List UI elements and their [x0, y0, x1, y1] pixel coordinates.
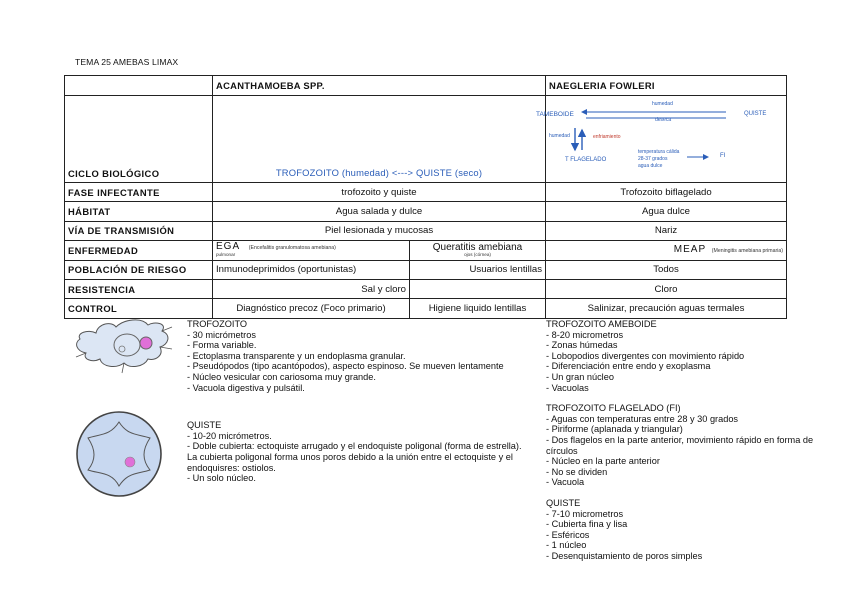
acan-quiste-line-3: La cubierta poligonal forma unos poros debido a la unión entre el ectoquiste y el endoquisres: ostiolos.	[187, 451, 516, 473]
naeg-via: Nariz	[546, 221, 787, 240]
trofozoito-nucleus	[140, 337, 152, 349]
label-resistencia: RESISTENCIA	[65, 279, 213, 298]
trofozoito-drawing	[72, 315, 176, 375]
naeg-fase: Trofozoito biflagelado	[546, 183, 787, 202]
naeg-resistencia: Cloro	[546, 279, 787, 298]
acan-quiste-line-1: - 10-20 micrómetros.	[187, 430, 272, 441]
label-control: CONTROL	[65, 299, 213, 318]
row-poblacion	[65, 260, 787, 279]
naeg-ame-line-0: TROFOZOITO AMEBOIDE	[546, 319, 657, 329]
cycle-temp3: agua dulce	[638, 163, 663, 169]
document-title: TEMA 25 AMEBAS LIMAX	[75, 57, 179, 67]
acan-queratitis	[410, 241, 546, 260]
naeg-control: Salinizar, precaución aguas termales	[546, 299, 787, 318]
acan-poblacion-b: Usuarios lentillas	[410, 260, 546, 279]
naeg-quiste-line-1: - 7-10 micrometros	[546, 508, 624, 519]
acan-trof-line-3: - Ectoplasma transparente y un endoplasma granular.	[187, 350, 406, 361]
trofozoito-body	[77, 320, 168, 367]
cycle-temp2: 28-37 grados	[638, 156, 668, 162]
cycle-ameboide: TAMEBOIDE	[536, 111, 574, 118]
cycle-deseca: deseca	[655, 117, 672, 123]
naeg-quiste-line-2: - Cubierta fina y lisa	[546, 519, 628, 530]
acan-quiste-line-0: QUISTE	[187, 420, 222, 431]
acanthamoeba-notes	[187, 319, 532, 484]
header-naegleria: NAEGLERIA FOWLERI	[546, 76, 787, 96]
meap-note: (Meningitis amebiana primaria)	[711, 247, 784, 254]
naeg-flag-line-1: - Aguas con temperaturas entre 28 y 30 grados	[546, 413, 739, 424]
ega-text: EGA	[216, 241, 241, 253]
naeg-flag-line-2: - Piriforme (aplanada y triangular)	[546, 424, 683, 435]
cycle-enfriamiento: enfriamiento	[593, 134, 621, 140]
naeg-quiste-line-5: - Desenquistamiento de poros simples	[546, 550, 703, 561]
acan-via: Piel lesionada y mucosas	[213, 221, 546, 240]
acan-ega	[213, 241, 410, 260]
naeg-quiste-line-4: - 1 núcleo	[546, 540, 587, 551]
label-poblacion: POBLACIÓN DE RIESGO	[65, 260, 213, 279]
quiste-drawing	[72, 408, 168, 500]
label-via: VÍA DE TRANSMISIÓN	[65, 221, 213, 240]
acan-trof-line-4: - Pseudópodos (tipo acantópodos), aspecto espinoso. Se mueven lentamente	[187, 361, 504, 372]
row-habitat	[65, 202, 787, 221]
acan-trof-line-1: - 30 micrómetros	[187, 329, 256, 340]
label-habitat: HÁBITAT	[65, 202, 213, 221]
ega-note: (Encefalitis granulomatosa amebiana)	[248, 245, 336, 252]
acan-trof-line-5: - Núcleo vesicular con cariosoma muy grande.	[187, 371, 376, 382]
row-enfermedad	[65, 241, 787, 260]
naeg-ame-line-5: - Un gran núcleo	[546, 371, 614, 382]
header-empty	[65, 76, 213, 96]
acan-fase: trofozoito y quiste	[213, 183, 546, 202]
row-resistencia	[65, 279, 787, 298]
row-fase	[65, 183, 787, 202]
naeg-flag-line-0: TROFOZOITO FLAGELADO (FI)	[546, 403, 681, 414]
acan-control-a: Diagnóstico precoz (Foco primario)	[213, 299, 410, 318]
acan-quiste-line-4: - Un solo núcleo.	[187, 473, 256, 484]
naeg-flag-line-5: - No se dividen	[546, 466, 608, 477]
naeg-quiste-line-3: - Esféricos	[546, 529, 590, 540]
naeg-meap	[546, 241, 787, 260]
cycle-humedad-side: humedad	[549, 133, 570, 139]
acan-trof-line-2: - Forma variable.	[187, 340, 257, 351]
cycle-fi: FI	[720, 153, 726, 159]
acan-quiste-line-2: - Doble cubierta: ectoquiste arrugado y el endoquiste poligonal (forma de estrella).	[187, 441, 522, 452]
naeg-flag-line-4: - Núcleo en la parte anterior	[546, 456, 660, 467]
naeg-ame-line-2: - Zonas húmedas	[546, 340, 618, 351]
table-header-row	[65, 76, 787, 96]
naeg-ame-line-4: - Diferenciación entre endo y exoplasma	[546, 361, 711, 372]
acan-resistencia-empty	[410, 279, 546, 298]
naeg-ame-line-3: - Lobopodios divergentes con movimiento rápido	[546, 350, 745, 361]
cycle-flagelado: T FLAGELADO	[565, 157, 607, 163]
naegleria-cycle-diagram	[486, 98, 767, 174]
naeg-flag-line-3: - Dos flagelos en la parte anterior, movimiento rápido en forma de círculos	[546, 434, 816, 456]
cycle-temp1: temperatura cálida	[638, 149, 680, 155]
label-enfermedad: ENFERMEDAD	[65, 241, 213, 260]
acan-poblacion-a: Inmunodeprimidos (oportunistas)	[213, 260, 410, 279]
queratitis-sub: ojos (córnea)	[464, 251, 491, 257]
naeg-quiste-line-0: QUISTE	[546, 497, 581, 508]
acan-habitat: Agua salada y dulce	[213, 202, 546, 221]
acan-ciclo-text: TROFOZOITO (humedad) <---> QUISTE (seco)	[275, 167, 483, 178]
acan-control-b: Higiene liquido lentillas	[410, 299, 546, 318]
cycle-quiste: QUISTE	[744, 111, 767, 117]
queratitis-text: Queratitis amebiana	[432, 241, 523, 253]
acan-resistencia: Sal y cloro	[213, 279, 410, 298]
naeg-ame-line-6: - Vacuolas	[546, 382, 589, 393]
quiste-nucleus	[125, 457, 135, 467]
naeg-ame-line-1: - 8-20 micrometros	[546, 329, 624, 340]
naegleria-notes	[546, 319, 816, 561]
naeg-flag-line-6: - Vacuola	[546, 477, 585, 488]
label-ciclo: CICLO BIOLÓGICO	[65, 96, 213, 183]
header-acanthamoeba: ACANTHAMOEBA SPP.	[213, 76, 546, 96]
acan-trof-line-6: - Vacuola digestiva y pulsátil.	[187, 382, 305, 393]
label-fase: FASE INFECTANTE	[65, 183, 213, 202]
acan-trof-line-0: TROFOZOITO	[187, 319, 248, 329]
naeg-habitat: Agua dulce	[546, 202, 787, 221]
quiste-ectocyst	[77, 412, 161, 496]
meap-text: MEAP	[673, 243, 707, 255]
cycle-humedad-top: humedad	[652, 101, 673, 107]
ega-sub: pulmonar	[216, 252, 236, 258]
row-via	[65, 221, 787, 240]
naeg-poblacion: Todos	[546, 260, 787, 279]
